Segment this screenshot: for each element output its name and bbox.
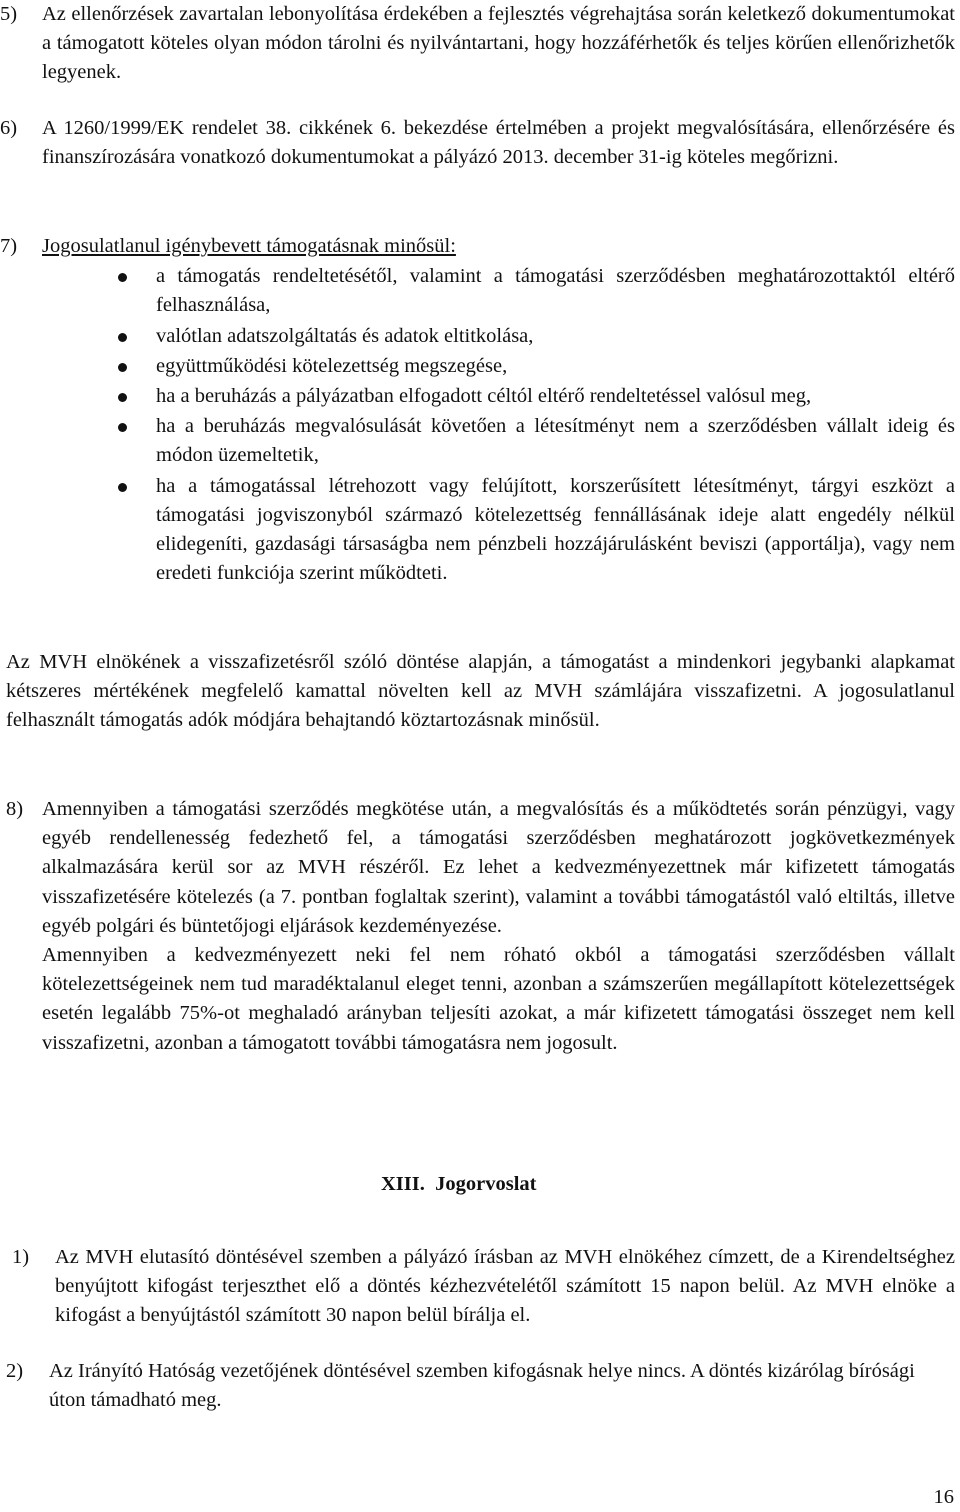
list-item: ha a beruházás megvalósulását követően a létesítményt nem a szerződésben vállalt ideig és módon üzemeltetik,	[156, 412, 955, 470]
item-8-number: 8)	[6, 798, 24, 820]
item-7-heading: Jogosulatlanul igénybevett támogatásnak minősül:	[42, 235, 456, 257]
section-title: Jogorvoslat	[435, 1173, 537, 1195]
remedy-1-number: 1)	[12, 1246, 30, 1268]
list-item: valótlan adatszolgáltatás és adatok eltitkolása,	[156, 322, 955, 351]
remedy-1-text: Az MVH elutasító döntésével szemben a pályázó írásban az MVH elnökéhez címzett, de a Kirendeltséghez benyújtott kifogást terjeszthet elő a döntés kézhezvételétől számított 15 napon belül. Az MVH elnöke a kifogást a benyújtástól számított 30 napon belül bírálja el.	[55, 1246, 955, 1327]
item-8-paragraph-2: Amennyiben a kedvezményezett neki fel nem róható okból a támogatási szerződésben vállalt kötelezettségeinek nem tud maradéktalanul eleget tenni, azonban a számszerűen megállapított kötelezettségek esetén legalább 75%-ot meghaladó arányban teljesíti azokat, a már kifizetett támogatási összeget nem kell visszafizetni, azonban a támogatott további támogatásra nem jogosult.	[42, 944, 955, 1054]
item-7-bullet-list	[156, 262, 955, 588]
item-7-number: 7)	[0, 235, 18, 257]
section-heading	[381, 1170, 536, 1199]
item-5-text: Az ellenőrzések zavartalan lebonyolítása érdekében a fejlesztés végrehajtása során keletkező dokumentumokat a támogatott köteles olyan módon tárolni és nyilvántartani, hogy hozzáférhetők és teljes körűen ellenőrizhetők legyenek.	[42, 3, 955, 84]
list-item: ha a támogatással létrehozott vagy felújított, korszerűsített létesítményt, tárgyi eszközt a támogatási jogviszonyból származó kötelezettség fennállásának ideje alatt engedély nélkül elidegeníti, gazdasági társaságba nem pénzbeli hozzájárulásként beviszi (apportálja), vagy nem eredeti funkciója szerint működteti.	[156, 472, 955, 589]
item-5-number: 5)	[0, 3, 18, 25]
item-8	[6, 795, 955, 1058]
item-6-text: A 1260/1999/EK rendelet 38. cikkének 6. bekezdése értelmében a projekt megvalósítására, ellenőrzésére és finanszírozására vonatkozó dokumentumokat a pályázó 2013. december 31-ig köteles megőrizni.	[42, 117, 955, 169]
item-8-paragraph-1: Amennyiben a támogatási szerződés megkötése után, a megvalósítás és a működtetés során pénzügyi, vagy egyéb rendellenesség fedezhető fel, a támogatási szerződésben meghatározott jogkövetkezmények alkalmazására kerül sor az MVH részéről. Ez lehet a kedvezményezettnek már kifizetett támogatás visszafizetésére kötelezés (a 7. pontban foglaltak szerint), valamint a további támogatástól való eltiltás, illetve egyéb polgári és büntetőjogi eljárások kezdeményezése.	[42, 798, 955, 937]
item-6	[0, 114, 955, 172]
list-item: a támogatás rendeltetésétől, valamint a támogatási szerződésben meghatározottaktól eltérő felhasználása,	[156, 262, 955, 320]
item-5	[0, 0, 955, 88]
remedy-2-number: 2)	[6, 1360, 24, 1382]
mvh-repayment-paragraph: Az MVH elnökének a visszafizetésről szóló döntése alapján, a támogatást a mindenkori jegybanki alapkamat kétszeres mértékének megfelelő kamattal növelten kell az MVH számlájára visszafizetni. A jogosulatlanul felhasznált támogatás adók módjára behajtandó köztartozásnak minősül.	[6, 651, 955, 732]
remedy-2-text: Az Irányító Hatóság vezetőjének döntésével szemben kifogásnak helye nincs. A döntés kizárólag bírósági úton támadható meg.	[49, 1360, 915, 1412]
item-7	[0, 232, 955, 588]
remedy-1	[12, 1243, 955, 1331]
list-item: együttműködési kötelezettség megszegése,	[156, 352, 955, 381]
remedy-2	[6, 1357, 926, 1415]
item-6-number: 6)	[0, 117, 18, 139]
list-item: ha a beruházás a pályázatban elfogadott céltól eltérő rendeltetéssel valósul meg,	[156, 382, 955, 411]
section-roman-numeral: XIII.	[381, 1173, 425, 1195]
page-number: 16	[933, 1486, 954, 1508]
